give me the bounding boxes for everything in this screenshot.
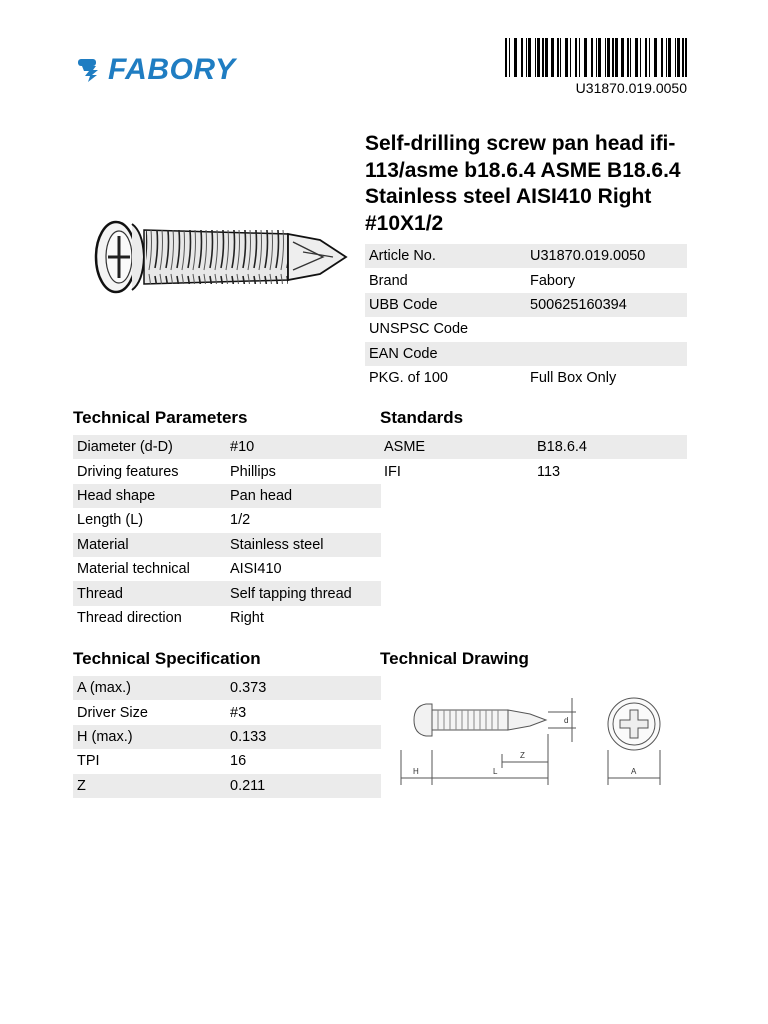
row-value: U31870.019.0050: [526, 244, 687, 268]
product-title: Self-drilling screw pan head ifi-113/asme b18.6.4 ASME B18.6.4 Stainless steel AISI410 Right #10X1/2: [365, 132, 681, 235]
barcode-number: U31870.019.0050: [575, 80, 687, 96]
drawing-label-z: Z: [520, 751, 525, 760]
barcode: [505, 38, 687, 77]
technical-parameters-heading: Technical Parameters: [73, 408, 248, 427]
drawing-label-d: d: [564, 716, 569, 725]
row-label: Diameter (d-D): [73, 435, 226, 459]
drawing-label-h: H: [413, 767, 419, 776]
table-row: [365, 268, 687, 292]
brand-name: FABORY: [108, 53, 236, 86]
row-label: Article No.: [365, 244, 526, 268]
fabory-logo: [76, 52, 235, 88]
row-value: 0.211: [226, 774, 381, 798]
row-value: Self tapping thread: [226, 581, 381, 605]
table-row: [73, 581, 381, 605]
standards-table: [380, 435, 687, 484]
row-value: Pan head: [226, 484, 381, 508]
row-value: [526, 317, 687, 341]
table-row: [73, 700, 381, 724]
table-row: [365, 244, 687, 268]
table-row: [365, 342, 687, 366]
row-label: UNSPSC Code: [369, 321, 469, 338]
row-value: Full Box Only: [530, 370, 617, 387]
row-value: Stainless steel: [226, 533, 381, 557]
row-label: Length (L): [77, 512, 144, 529]
table-row: [73, 459, 381, 483]
row-label: EAN Code: [365, 342, 526, 366]
row-label: IFI: [384, 463, 401, 480]
table-row: [73, 725, 381, 749]
row-value: B18.6.4: [533, 435, 687, 459]
row-label: Material technical: [77, 561, 190, 578]
row-label: A (max.): [73, 676, 226, 700]
row-label: Thread: [73, 581, 226, 605]
table-row: [365, 317, 687, 341]
row-value: Right: [230, 609, 264, 626]
row-value: #3: [230, 704, 247, 721]
row-value: Fabory: [530, 272, 576, 289]
drawing-label-l: L: [493, 767, 498, 776]
drawing-label-a: A: [631, 767, 637, 776]
table-row: [73, 533, 381, 557]
technical-drawing: [398, 690, 688, 790]
row-value: 113: [537, 463, 561, 480]
row-value: [526, 342, 687, 366]
row-label: Driver Size: [77, 704, 148, 721]
technical-specification-heading: Technical Specification: [73, 649, 261, 668]
row-label: Brand: [369, 272, 408, 289]
row-value: 0.133: [226, 725, 381, 749]
row-label: UBB Code: [365, 293, 526, 317]
standards-heading: Standards: [380, 408, 464, 427]
screw-logo-icon: [76, 57, 106, 83]
row-value: 16: [230, 753, 247, 770]
row-label: Driving features: [77, 463, 179, 480]
row-label: Head shape: [73, 484, 226, 508]
row-value: #10: [226, 435, 381, 459]
row-label: Z: [73, 774, 226, 798]
table-row: [73, 435, 381, 459]
product-info-table: [365, 244, 687, 390]
row-value: 500625160394: [526, 293, 687, 317]
row-value: Phillips: [230, 463, 276, 480]
table-row: [73, 606, 381, 630]
table-row: [73, 484, 381, 508]
table-row: [73, 676, 381, 700]
table-row: [73, 749, 381, 773]
table-row: [73, 557, 381, 581]
product-image: [88, 212, 350, 302]
technical-specification-table: [73, 676, 381, 798]
table-row: [73, 508, 381, 532]
row-value: AISI410: [230, 561, 282, 578]
row-label: PKG. of 100: [369, 370, 448, 387]
table-row: [380, 459, 687, 483]
technical-parameters-table: [73, 435, 381, 630]
table-row: [73, 774, 381, 798]
row-label: ASME: [380, 435, 533, 459]
row-label: TPI: [77, 753, 100, 770]
table-row: [365, 293, 687, 317]
table-row: [380, 435, 687, 459]
technical-drawing-heading: Technical Drawing: [380, 649, 529, 668]
table-row: [365, 366, 687, 390]
row-value: 1/2: [230, 512, 251, 529]
row-label: H (max.): [73, 725, 226, 749]
row-label: Material: [73, 533, 226, 557]
row-label: Thread direction: [77, 609, 182, 626]
row-value: 0.373: [226, 676, 381, 700]
